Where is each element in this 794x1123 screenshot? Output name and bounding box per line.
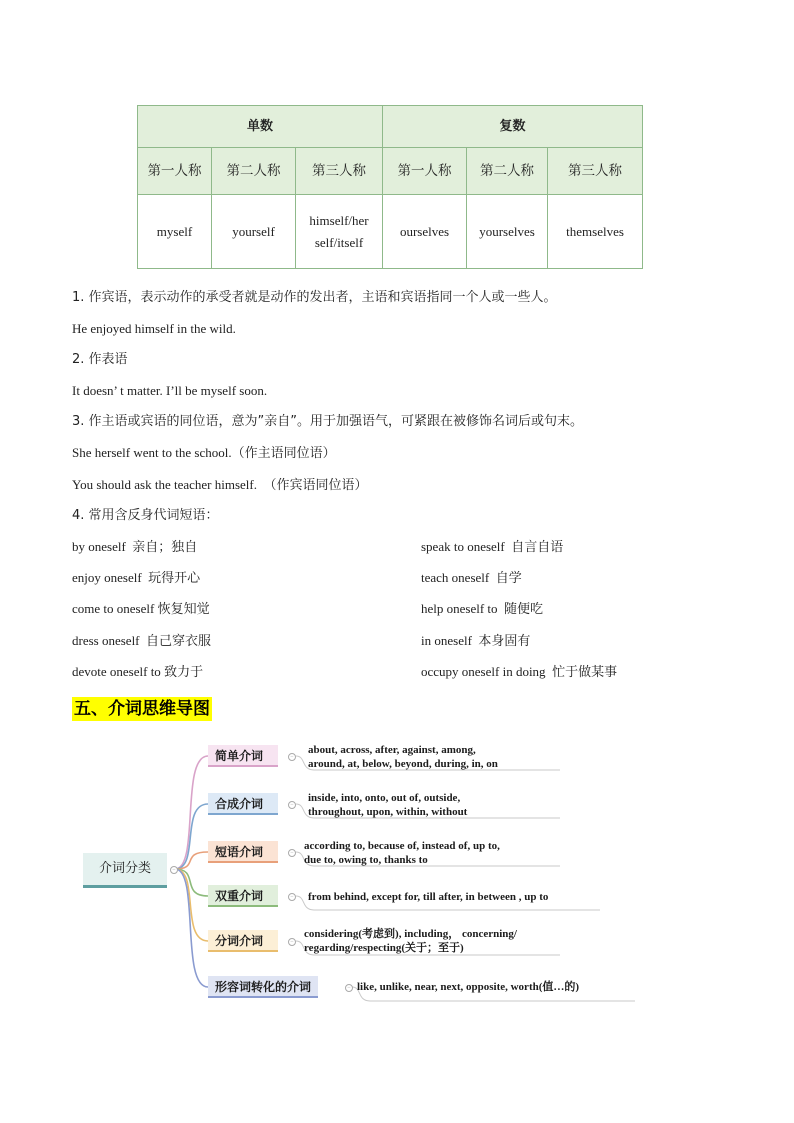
leaf-line: about, across, after, against, among, xyxy=(308,744,476,756)
mind-map-branch-line xyxy=(175,869,208,896)
mind-map-node: 双重介词 xyxy=(208,885,278,907)
leaf-line: like, unlike, near, next, opposite, worth(值…的) xyxy=(357,981,580,993)
phrase-en: dress oneself xyxy=(72,633,140,648)
leaf-line: due to, owing to, thanks to xyxy=(304,854,428,866)
example-3b xyxy=(72,476,368,495)
phrase-item xyxy=(421,632,530,651)
example-note: （作主语同位语） xyxy=(231,446,336,461)
table-cell-line: self/itself xyxy=(314,234,364,250)
leaf-line: throughout, upon, within, without xyxy=(308,806,468,818)
phrase-en: teach oneself xyxy=(421,570,490,585)
collapse-toggle-icon[interactable]: − xyxy=(345,984,353,992)
section-title: 五、介词思维导图 xyxy=(74,699,210,719)
example-2: It doesn’ t matter. I’ll be myself soon. xyxy=(72,383,268,398)
phrase-cn: 亲自；独自 xyxy=(132,540,198,555)
phrase-item xyxy=(72,663,203,682)
usage-2: 2. 作表语 xyxy=(72,352,128,367)
mind-map-node: 分词介词 xyxy=(208,930,278,952)
phrase-cn: 玩得开心 xyxy=(148,571,201,586)
singular-header: 单数 xyxy=(138,106,383,148)
collapse-toggle-icon[interactable]: − xyxy=(288,938,296,946)
mind-map-node: 合成介词 xyxy=(208,793,278,815)
phrase-en: help oneself to xyxy=(421,601,498,616)
table-row xyxy=(138,195,643,269)
preposition-mind-map xyxy=(80,735,640,1005)
person-header: 第二人称 xyxy=(212,148,296,195)
table-header-row xyxy=(138,106,643,148)
person-header: 第一人称 xyxy=(138,148,212,195)
mind-map-root: 介词分类 xyxy=(83,853,167,888)
phrase-en: occupy oneself in doing xyxy=(421,664,546,679)
phrase-item xyxy=(421,600,543,619)
table-cell: yourself xyxy=(212,195,296,269)
phrase-cn: 自己穿衣服 xyxy=(146,634,212,649)
mind-map-leaf xyxy=(308,791,467,819)
leaf-line: regarding/respecting(关于；至于) xyxy=(304,942,464,954)
plural-header: 复数 xyxy=(383,106,643,148)
phrase-en: speak to oneself xyxy=(421,539,505,554)
table-cell: myself xyxy=(138,195,212,269)
phrase-en: come to oneself xyxy=(72,601,155,616)
table-cell xyxy=(296,195,383,269)
phrase-item xyxy=(72,538,197,557)
phrase-cn: 本身固有 xyxy=(478,634,531,649)
reflexive-pronoun-table xyxy=(137,105,643,269)
table-person-row xyxy=(138,148,643,195)
phrase-cn: 恢复知觉 xyxy=(157,602,210,617)
mind-map-leaf xyxy=(357,980,579,994)
mind-map-leaf xyxy=(304,839,500,867)
mind-map-leaf xyxy=(304,927,517,955)
phrase-item xyxy=(421,663,617,682)
person-header: 第三人称 xyxy=(548,148,643,195)
leaf-line: according to, because of, instead of, up to, xyxy=(304,840,500,852)
mind-map-branch-line xyxy=(175,869,208,941)
collapse-toggle-icon[interactable]: − xyxy=(170,866,178,874)
phrase-en: devote oneself to xyxy=(72,664,161,679)
phrase-item xyxy=(421,538,563,557)
collapse-toggle-icon[interactable]: − xyxy=(288,753,296,761)
collapse-toggle-icon[interactable]: − xyxy=(288,893,296,901)
leaf-line: inside, into, onto, out of, outside, xyxy=(308,792,461,804)
phrase-cn: 自学 xyxy=(495,571,522,586)
example-1: He enjoyed himself in the wild. xyxy=(72,321,236,336)
example-3a xyxy=(72,444,336,463)
phrase-item xyxy=(421,569,522,588)
table-cell: yourselves xyxy=(467,195,548,269)
person-header: 第二人称 xyxy=(467,148,548,195)
phrase-cn: 忙于做某事 xyxy=(552,665,618,680)
usage-4: 4. 常用含反身代词短语： xyxy=(72,508,219,523)
table-cell: themselves xyxy=(548,195,643,269)
phrase-cn: 随便吃 xyxy=(504,602,544,617)
example-text: She herself went to the school. xyxy=(72,445,232,460)
example-note: （作宾语同位语） xyxy=(263,478,368,493)
leaf-line: from behind, except for, till after, in between , up to xyxy=(308,891,549,903)
leaf-line: around, at, below, beyond, during, in, on xyxy=(308,758,498,770)
mind-map-leaf xyxy=(308,743,498,771)
table-cell: ourselves xyxy=(383,195,467,269)
example-text: You should ask the teacher himself. xyxy=(72,477,257,492)
collapse-toggle-icon[interactable]: − xyxy=(288,849,296,857)
mind-map-node: 简单介词 xyxy=(208,745,278,767)
person-header: 第一人称 xyxy=(383,148,467,195)
usage-3: 3. 作主语或宾语的同位语，意为”亲自”。用于加强语气，可紧跟在被修饰名词后或句末。 xyxy=(72,414,584,429)
phrase-en: in oneself xyxy=(421,633,472,648)
phrase-cn: 致力于 xyxy=(164,665,204,680)
mind-map-leaf xyxy=(308,890,548,904)
phrase-item xyxy=(72,600,210,619)
person-header: 第三人称 xyxy=(296,148,383,195)
usage-1: 1. 作宾语，表示动作的承受者就是动作的发出者，主语和宾语指同一个人或一些人。 xyxy=(72,290,557,305)
collapse-toggle-icon[interactable]: − xyxy=(288,801,296,809)
mind-map-node: 形容词转化的介词 xyxy=(208,976,318,998)
phrase-en: by oneself xyxy=(72,539,126,554)
phrase-en: enjoy oneself xyxy=(72,570,142,585)
leaf-line: considering(考虑到), including， concerning/ xyxy=(304,928,517,940)
phrase-item xyxy=(72,569,200,588)
phrase-item xyxy=(72,632,211,651)
phrase-cn: 自言自语 xyxy=(511,540,564,555)
mind-map-node: 短语介词 xyxy=(208,841,278,863)
table-cell-line: himself/her xyxy=(309,212,369,228)
